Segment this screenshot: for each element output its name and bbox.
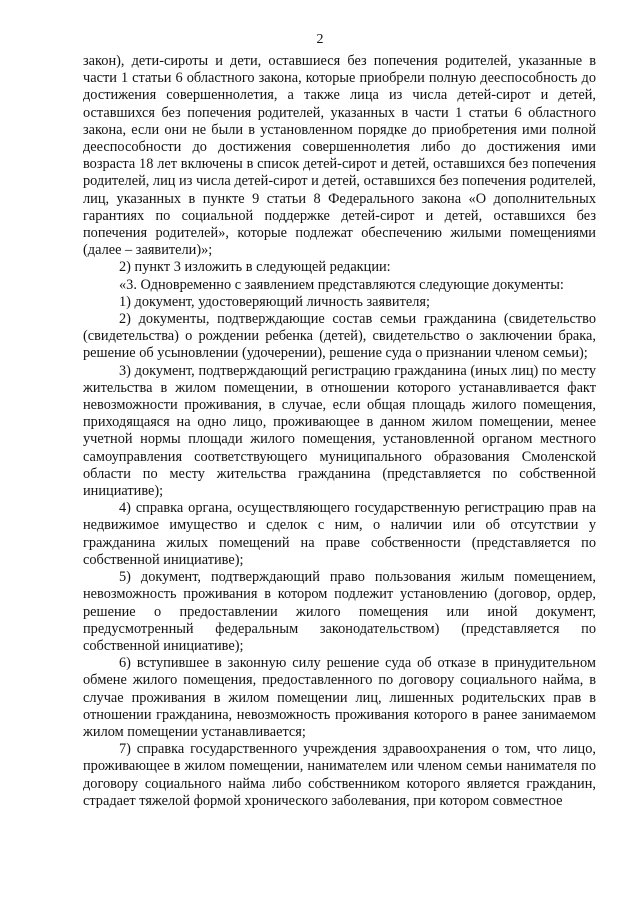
paragraph-amendment-item-2: 2) пункт 3 изложить в следующей редакции: bbox=[119, 259, 391, 276]
paragraph-document-4: 4) справка органа, осуществляющего государственную регистрацию прав на недвижимое имущество и сделок с ним, о наличии или об отсутствии у гражданина жилых помещений на праве собственности (представляется по собственной инициативе); bbox=[83, 500, 596, 568]
document-body bbox=[83, 53, 596, 810]
paragraph-continuation: закон), дети-сироты и дети, оставшиеся без попечения родителей, указанные в части 1 статьи 6 областного закона, которые приобрели полную дееспособность до достижения совершеннолетия, а также лица из числа детей-сирот и детей, оставшихся без попечения родителей, указанных в части 1 статьи 6 областного закона, если они не были в установленном порядке до приобретения ими полной дееспособности до достижения совершеннолетия либо до достижения ими возраста 18 лет включены в список детей-сирот и детей, оставшихся без попечения родителей, лиц из числа детей-сирот и детей, оставшихся без попечения родителей, лиц, указанных в пункте 9 статьи 8 Федерального закона «О дополнительных гарантиях по социальной поддержке детей-сирот и детей, оставшихся без попечения родителей», которые подлежат обеспечению жилыми помещениями (далее – заявители)»; bbox=[83, 53, 596, 259]
paragraph-clause-3-intro: «3. Одновременно с заявлением представляются следующие документы: bbox=[119, 276, 564, 293]
paragraph-document-3: 3) документ, подтверждающий регистрацию гражданина (иных лиц) по месту жительства в жилом помещении, в отношении которого устанавливается факт невозможности проживания, в случае, если общая площадь жилого помещения, приходящаяся на одно лицо, проживающее в данном жилом помещении, менее учетной нормы площади жилого помещения, установленной органом местного самоуправления соответствующего муниципального образования Смоленской области по месту жительства гражданина (представляется по собственной инициативе); bbox=[83, 362, 596, 500]
paragraph-document-5: 5) документ, подтверждающий право пользования жилым помещением, невозможность проживания в котором подлежит установлению (договор, ордер, решение о предоставлении жилого помещения или иной документ, предусмотренный федеральным законодательством) (представляется по собственной инициативе); bbox=[83, 569, 596, 654]
page-number: 2 bbox=[316, 32, 324, 47]
paragraph-document-7: 7) справка государственного учреждения здравоохранения о том, что лицо, проживающее в жилом помещении, нанимателем или членом семьи нанимателя по договору социального найма либо собственником которого является гражданин, страдает тяжелой формой хронического заболевания, при котором совместное bbox=[83, 741, 596, 809]
paragraph-document-2: 2) документы, подтверждающие состав семьи гражданина (свидетельство (свидетельства) о рождении ребенка (детей), свидетельство о заключении брака, решение об усыновлении (удочерении), решение суда о признании членом семьи); bbox=[83, 311, 596, 362]
paragraph-document-6: 6) вступившее в законную силу решение суда об отказе в принудительном обмене жилого помещения, предоставленного по договору социального найма, в случае проживания в жилом помещении лиц, лишенных родительских прав в отношении гражданина, невозможность проживания которого в ранее занимаемом жилом помещении устанавливается; bbox=[83, 655, 596, 740]
paragraph-document-1: 1) документ, удостоверяющий личность заявителя; bbox=[119, 293, 430, 310]
